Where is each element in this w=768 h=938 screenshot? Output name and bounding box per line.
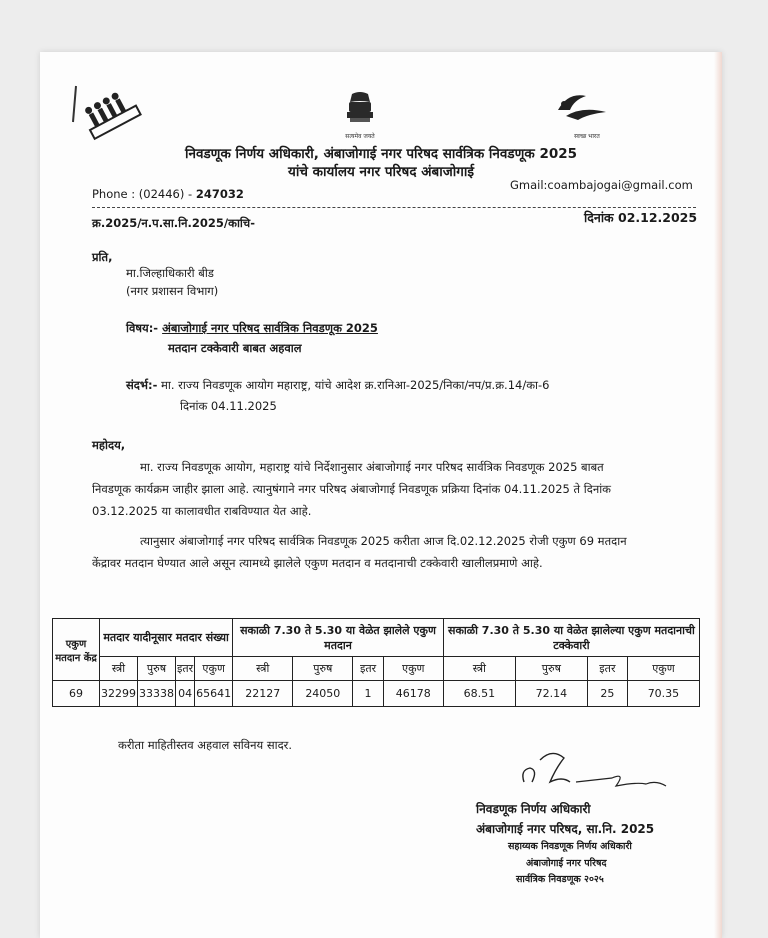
- table-cell: 65641: [195, 681, 233, 707]
- table-cell: 68.51: [443, 681, 515, 707]
- table-cell: 25: [587, 681, 627, 707]
- office-subtitle: यांचे कार्यालय नगर परिषद अंबाजोगाई: [288, 164, 474, 180]
- turnout-table: [52, 618, 700, 707]
- page-edge-shadow: [714, 52, 722, 938]
- reference-number: क्र.2025/न.प.सा.नि.2025/काचि-: [92, 216, 255, 230]
- reference-block: [126, 378, 549, 393]
- sub-header-cell: स्त्री: [233, 657, 293, 681]
- th-votes-polled: सकाळी 7.30 ते 5.30 या वेळेत झालेले एकुण मतदान: [233, 619, 444, 657]
- stamp-line-1: सहाय्यक निवडणूक निर्णय अधिकारी: [508, 841, 632, 852]
- table-cell: 46178: [383, 681, 443, 707]
- th-turnout-percent: सकाळी 7.30 ते 5.30 या वेळेत झालेल्या एकुण मतदानाची टक्केवारी: [443, 619, 699, 657]
- table-cell: 22127: [233, 681, 293, 707]
- office-title: निवडणूक निर्णय अधिकारी, अंबाजोगाई नगर परिषद सार्वत्रिक निवडणूक 2025: [184, 146, 578, 162]
- th-total-centers: एकुण मतदान केंद्र: [53, 619, 100, 681]
- reference-label: संदर्भ:-: [126, 378, 158, 392]
- right-logo-caption: स्वच्छ भारत: [574, 133, 600, 140]
- stamp-line-2: अंबाजोगाई नगर परिषद: [526, 858, 607, 869]
- stamp-line-3: सार्वत्रिक निवडणूक २०२५: [516, 874, 604, 885]
- sub-header-cell: पुरुष: [515, 657, 587, 681]
- table-cell: 1: [353, 681, 383, 707]
- para2-line1: त्यानुसार अंबाजोगाई नगर परिषद सार्वत्रिक निवडणूक 2025 करीता आज दि.02.12.2025 रोजी एकुण 69 मतदान: [140, 534, 627, 548]
- table-cell: 70.35: [627, 681, 699, 707]
- recipient-department: (नगर प्रशासन विभाग): [126, 284, 219, 298]
- sub-header-cell: स्त्री: [100, 657, 138, 681]
- para1-line1: मा. राज्य निवडणूक आयोग, महाराष्ट्र यांचे निर्देशानुसार अंबाजोगाई नगर परिषद सार्वत्रिक निवडणूक 2025 बाबत: [140, 460, 604, 474]
- email-address: Gmail:coambajogai@gmail.com: [510, 178, 693, 192]
- election-logo-icon: [68, 82, 150, 144]
- sub-header-cell: एकुण: [195, 657, 233, 681]
- sub-header-cell: एकुण: [383, 657, 443, 681]
- swachh-bharat-logo-icon: [552, 86, 622, 132]
- para1-line2: निवडणूक कार्यक्रम जाहीर झाला आहे. त्यानुषंगाने नगर परिषद अंबाजोगाई निवडणूक प्रक्रिया दिनांक 04.11.2025 ते दिनांक: [92, 482, 612, 496]
- table-cell: 33338: [138, 681, 176, 707]
- phone-number: 247032: [195, 187, 244, 201]
- prati-label: प्रति,: [92, 250, 113, 264]
- para2-line2: केंद्रावर मतदान घेण्यात आले असून त्यामध्ये झालेले एकुण मतदान व मतदानाची टक्केवारी खालीलप्रमाणे आहे.: [92, 556, 543, 570]
- table-row: [53, 681, 700, 707]
- paragraph-2: [92, 530, 702, 574]
- reference-line2: दिनांक 04.11.2025: [180, 399, 277, 413]
- signatory-title: निवडणूक निर्णय अधिकारी: [476, 802, 591, 816]
- sub-header-cell: स्त्री: [443, 657, 515, 681]
- subject-block: [126, 321, 378, 336]
- national-emblem-icon: [340, 90, 380, 136]
- subject-line1: अंबाजोगाई नगर परिषद सार्वत्रिक निवडणूक 2025: [162, 321, 378, 335]
- signatory-office: अंबाजोगाई नगर परिषद, सा.नि. 2025: [476, 822, 655, 836]
- phone-label: Phone : (02446) -: [92, 187, 193, 201]
- handwritten-signature-icon: [516, 742, 676, 802]
- sub-header-cell: इतर: [587, 657, 627, 681]
- sub-header-cell: पुरुष: [138, 657, 176, 681]
- table-cell: 32299: [100, 681, 138, 707]
- th-voter-count: मतदार यादीनूसार मतदार संख्या: [100, 619, 233, 657]
- header-divider: [92, 207, 696, 208]
- emblem-caption: सत्यमेव जयते: [345, 133, 375, 140]
- table-cell: 04: [176, 681, 195, 707]
- table-cell: 69: [53, 681, 100, 707]
- phone-line: [92, 187, 244, 201]
- salutation: महोदय,: [92, 438, 126, 452]
- subject-label: विषय:-: [126, 321, 159, 335]
- reference-line1: मा. राज्य निवडणूक आयोग महाराष्ट्र, यांचे आदेश क्र.रानिआ-2025/निका/नप/प्र.क्र.14/का-6: [161, 378, 550, 392]
- para1-line3: 03.12.2025 या कालावधीत राबविण्यात येत आहे.: [92, 504, 312, 518]
- paragraph-1: [92, 456, 702, 522]
- sub-header-cell: एकुण: [627, 657, 699, 681]
- letter-date: दिनांक 02.12.2025: [584, 210, 698, 225]
- sub-header-cell: इतर: [353, 657, 383, 681]
- sub-header-cell: इतर: [176, 657, 195, 681]
- table-cell: 24050: [293, 681, 353, 707]
- subject-line2: मतदान टक्केवारी बाबत अहवाल: [168, 341, 302, 355]
- recipient-name: मा.जिल्हाधिकारी बीड: [126, 266, 214, 280]
- sub-header-cell: पुरुष: [293, 657, 353, 681]
- document-page: [40, 52, 722, 938]
- closing-line: करीता माहितीस्तव अहवाल सविनय सादर.: [118, 738, 293, 752]
- table-cell: 72.14: [515, 681, 587, 707]
